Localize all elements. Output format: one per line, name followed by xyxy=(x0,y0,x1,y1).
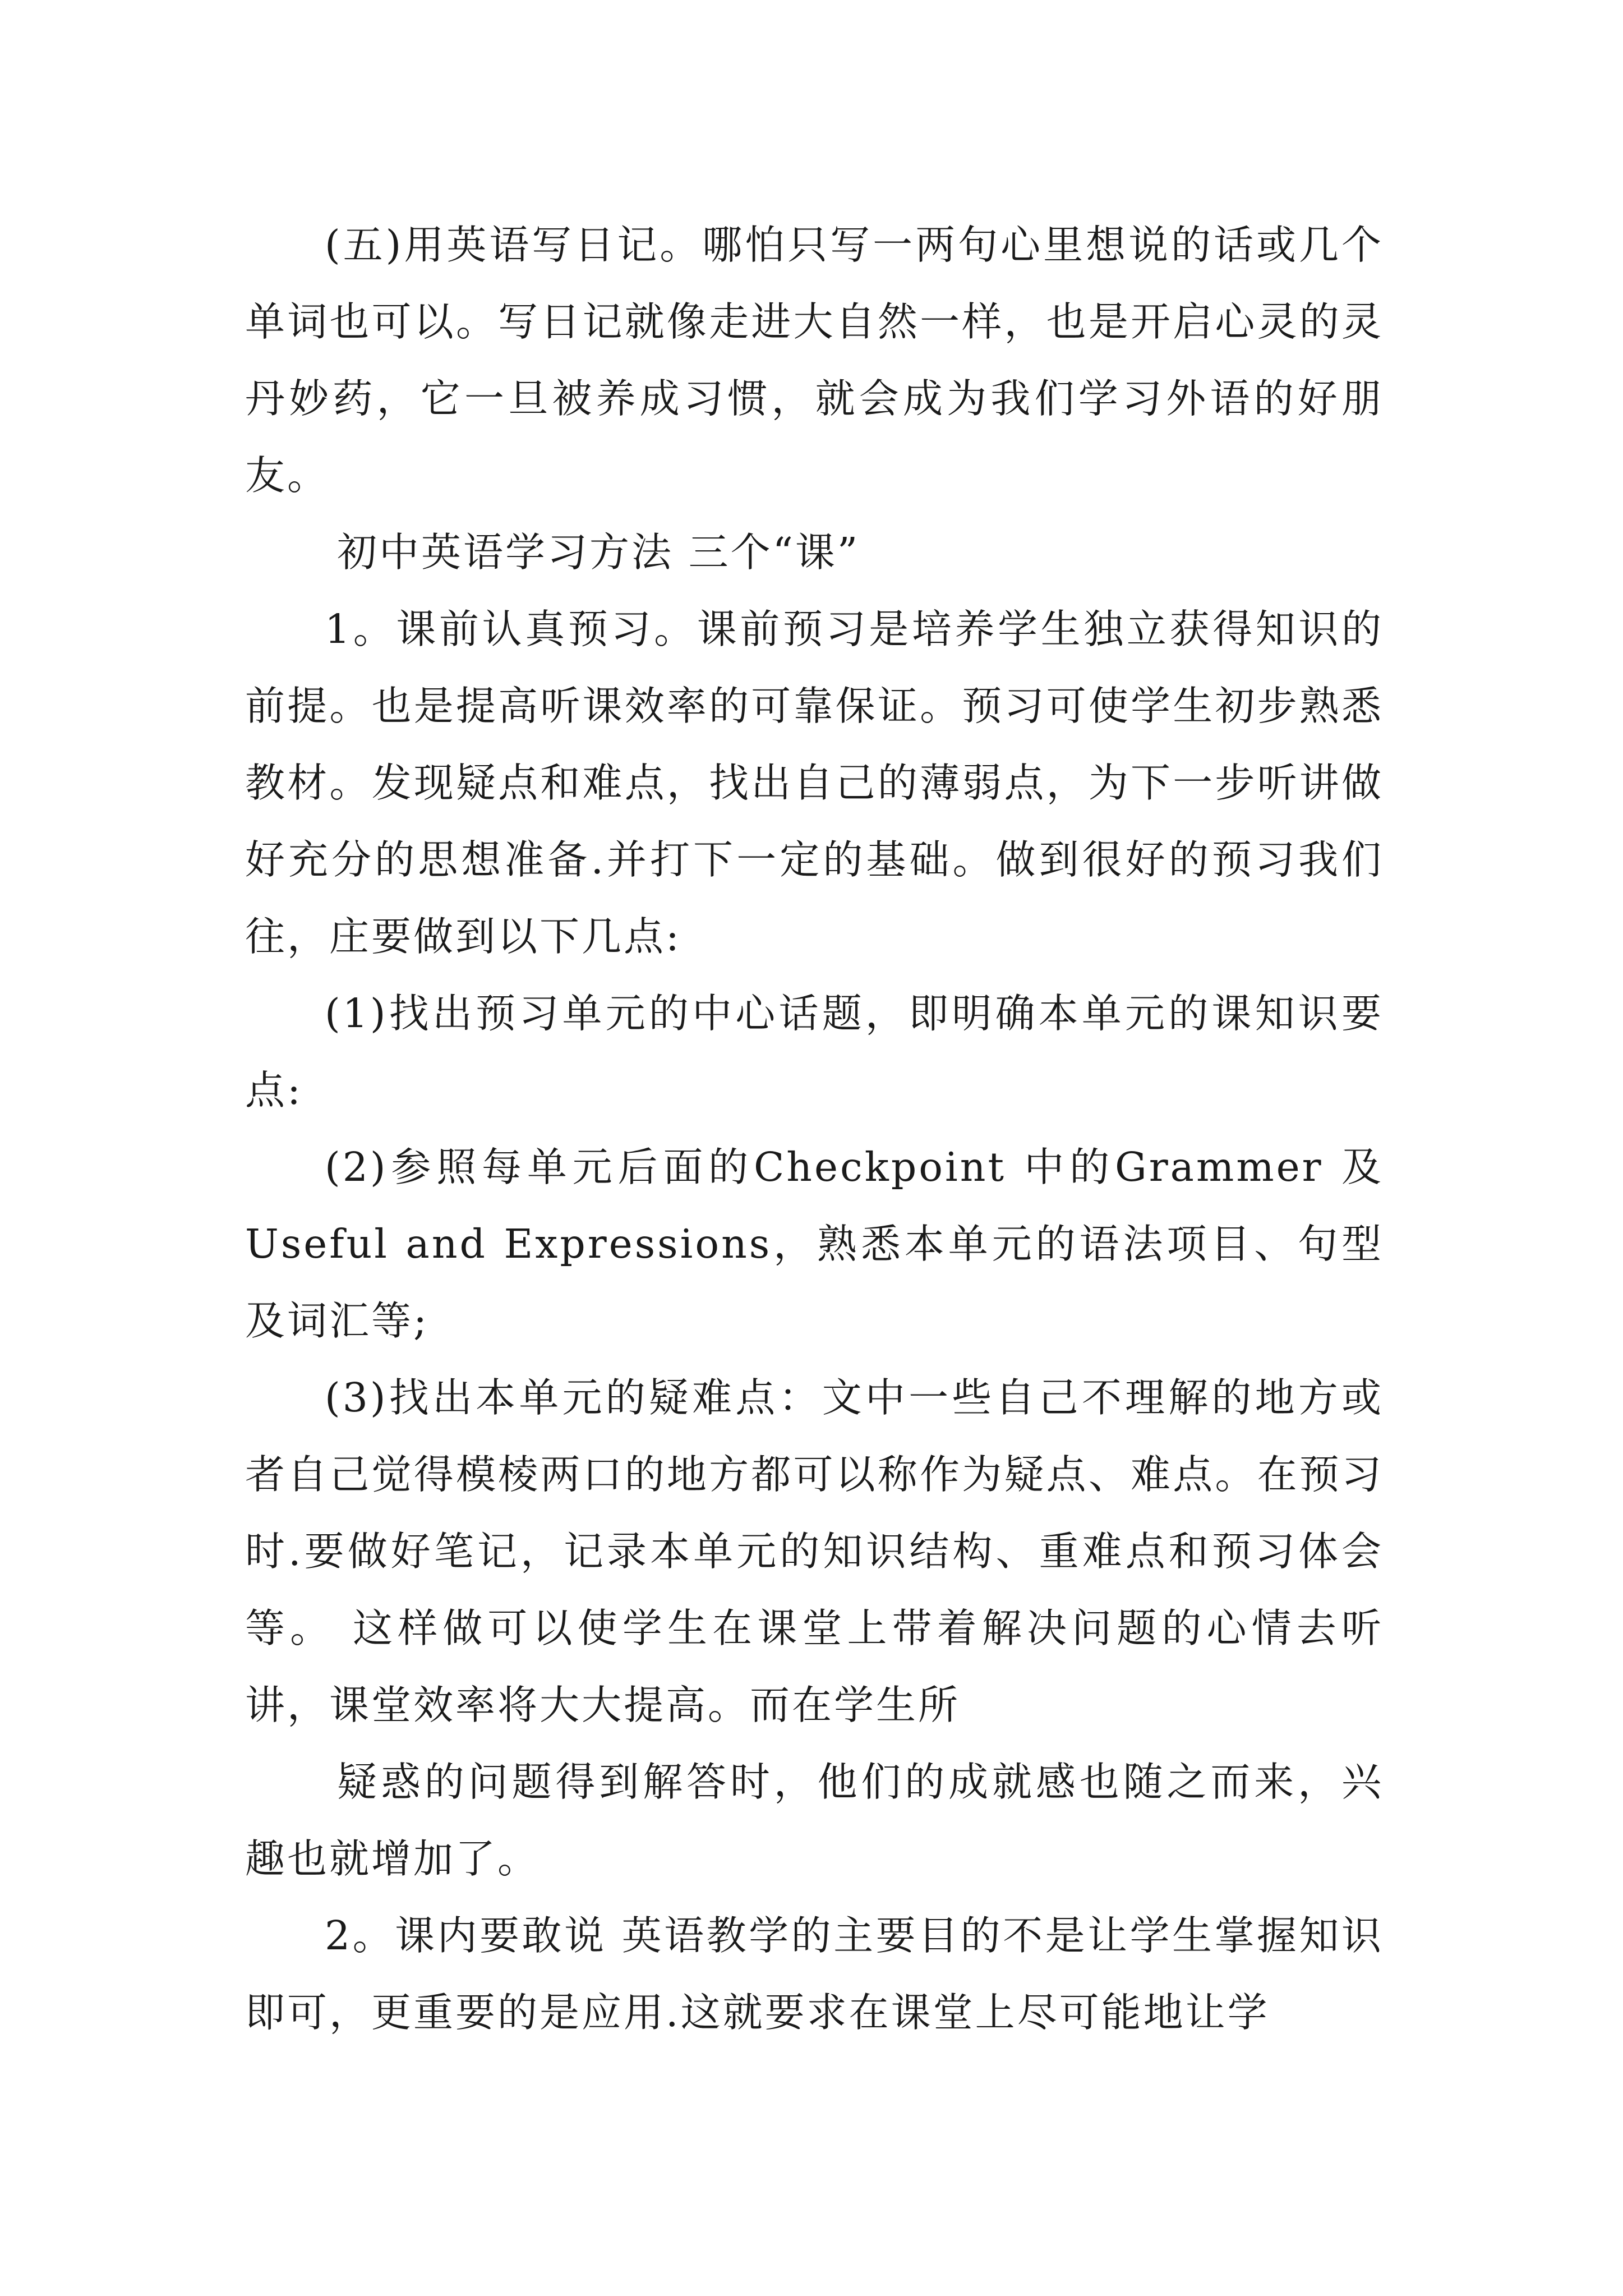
document-body xyxy=(245,206,1384,2051)
section-heading-three-lessons: 初中英语学习方法 三个“课” xyxy=(337,529,860,576)
paragraph-speak-in-class: 2。课内要敢说 英语教学的主要目的不是让学生掌握知识即可，更重要的是应用.这就要求在课堂上尽可能地让学 xyxy=(245,1912,1384,2036)
paragraph-preview-before-class: 1。课前认真预习。课前预习是培养学生独立获得知识的前提。也是提高听课效率的可靠保证。预习可使学生初步熟悉教材。发现疑点和难点，找出自己的薄弱点，为下一步听讲做好充分的思想准备.并打下一定的基础。做到很好的预习我们往，庄要做到以下几点: xyxy=(245,606,1384,960)
paragraph-point-1: (1)找出预习单元的中心话题，即明确本单元的课知识要点: xyxy=(245,990,1384,1114)
paragraph-diary: (五)用英语写日记。哪怕只写一两句心里想说的话或几个单词也可以。写日记就像走进大自然一样，也是开启心灵的灵丹妙药，它一旦被养成习惯，就会成为我们学习外语的好朋友。 xyxy=(245,222,1384,499)
paragraph-point-2: (2)参照每单元后面的Checkpoint 中的Grammer 及Useful and Expressions，熟悉本单元的语法项目、句型及词汇等; xyxy=(245,1144,1384,1344)
paragraph-point-3: (3)找出本单元的疑难点：文中一些自己不理解的地方或者自己觉得模棱两口的地方都可以称作为疑点、难点。在预习时.要做好笔记，记录本单元的知识结构、重难点和预习体会等。 这样做可以使学生在课堂上带着解决问题的心情去听讲，课堂效率将大大提高。而在学生所 xyxy=(245,1374,1384,1728)
paragraph-continuation: 疑惑的问题得到解答时，他们的成就感也随之而来，兴趣也就增加了。 xyxy=(245,1759,1384,1882)
